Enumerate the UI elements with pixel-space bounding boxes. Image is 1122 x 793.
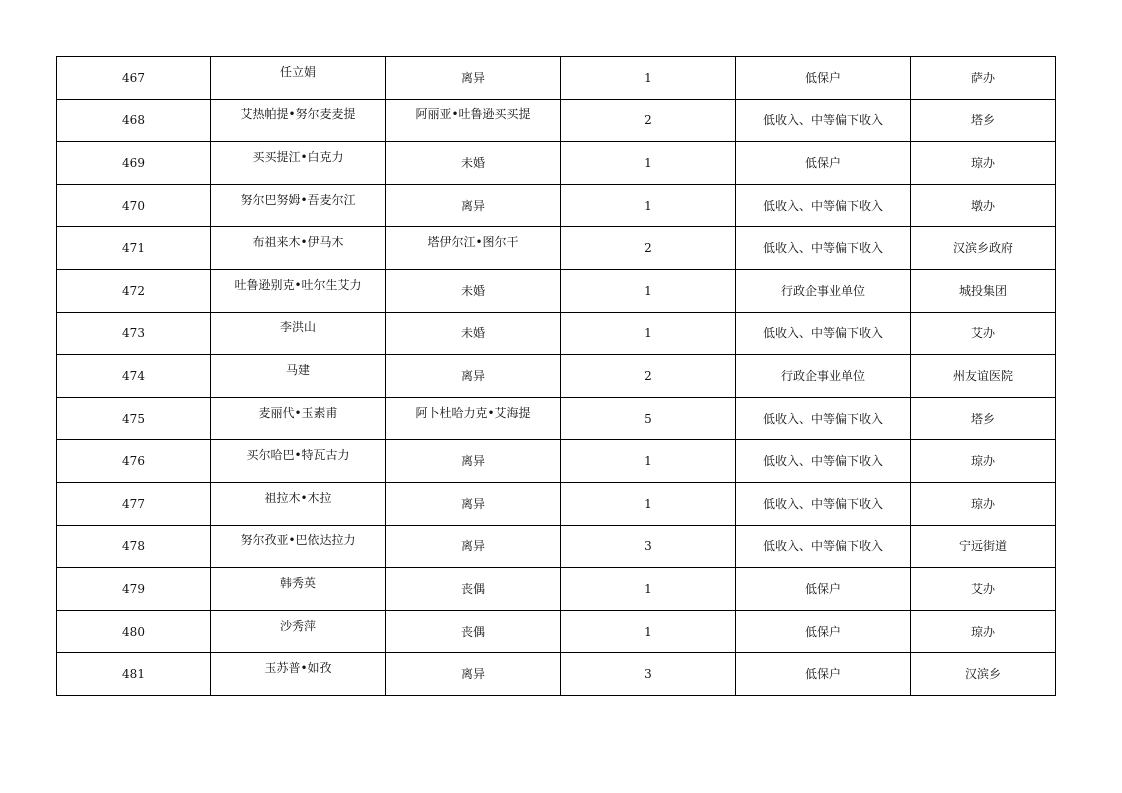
household-size-cell	[561, 440, 736, 483]
household-size: 3	[644, 539, 652, 554]
table-body	[57, 57, 1056, 696]
table-row	[57, 184, 1056, 227]
table-row	[57, 312, 1056, 355]
row-number-cell	[57, 653, 211, 696]
marital-status-cell	[386, 355, 561, 398]
work-unit-cell	[911, 653, 1056, 696]
applicant-name-cell	[211, 312, 386, 355]
table-row	[57, 269, 1056, 312]
row-number-cell	[57, 142, 211, 185]
household-size-cell	[561, 99, 736, 142]
income-category: 低保户	[804, 155, 841, 170]
applicant-name: 努尔孜亚•巴依达拉力	[240, 533, 356, 548]
marital-status-cell	[386, 397, 561, 440]
row-number: 478	[122, 539, 145, 554]
work-unit: 琼办	[970, 624, 995, 639]
marital-status-cell	[386, 184, 561, 227]
row-number: 480	[122, 624, 145, 639]
work-unit-cell	[911, 355, 1056, 398]
applicant-name: 玉苏普•如孜	[264, 661, 332, 676]
row-number: 471	[122, 241, 145, 256]
work-unit-cell	[911, 227, 1056, 270]
household-table	[56, 56, 1056, 696]
income-category-cell	[736, 355, 911, 398]
income-category: 低保户	[804, 667, 841, 682]
marital-status-cell	[386, 269, 561, 312]
work-unit-cell	[911, 440, 1056, 483]
household-size: 1	[644, 155, 652, 170]
marital-status: 离异	[460, 667, 485, 682]
applicant-name-cell	[211, 99, 386, 142]
applicant-name: 艾热帕提•努尔麦麦提	[240, 107, 356, 122]
income-category: 低收入、中等偏下收入	[762, 496, 883, 511]
income-category: 低保户	[804, 581, 841, 596]
income-category-cell	[736, 610, 911, 653]
work-unit-cell	[911, 397, 1056, 440]
work-unit-cell	[911, 525, 1056, 568]
household-size: 1	[644, 283, 652, 298]
income-category: 行政企事业单位	[780, 283, 865, 298]
income-category-cell	[736, 525, 911, 568]
marital-status: 未婚	[460, 283, 485, 298]
row-number-cell	[57, 482, 211, 525]
row-number: 479	[122, 581, 145, 596]
income-category-cell	[736, 440, 911, 483]
work-unit-cell	[911, 269, 1056, 312]
income-category-cell	[736, 312, 911, 355]
row-number: 475	[122, 411, 145, 426]
row-number: 473	[122, 326, 145, 341]
applicant-name: 布祖来木•伊马木	[252, 235, 344, 250]
table-row	[57, 653, 1056, 696]
row-number: 470	[122, 198, 145, 213]
work-unit-cell	[911, 99, 1056, 142]
income-category-cell	[736, 482, 911, 525]
marital-status: 离异	[460, 368, 485, 383]
row-number: 469	[122, 155, 145, 170]
marital-status: 未婚	[460, 326, 485, 341]
household-size-cell	[561, 142, 736, 185]
applicant-name-cell	[211, 440, 386, 483]
row-number: 468	[122, 113, 145, 128]
work-unit-cell	[911, 568, 1056, 611]
income-category: 低收入、中等偏下收入	[762, 241, 883, 256]
applicant-name-cell	[211, 397, 386, 440]
row-number-cell	[57, 99, 211, 142]
marital-status-cell	[386, 227, 561, 270]
applicant-name-cell	[211, 355, 386, 398]
household-size: 3	[644, 667, 652, 682]
work-unit: 萨办	[970, 70, 995, 85]
table-row	[57, 568, 1056, 611]
household-size: 1	[644, 70, 652, 85]
marital-status-cell	[386, 440, 561, 483]
applicant-name-cell	[211, 568, 386, 611]
applicant-name-cell	[211, 142, 386, 185]
applicant-name: 任立娟	[279, 64, 316, 79]
work-unit: 宁远街道	[958, 539, 1007, 554]
income-category: 低收入、中等偏下收入	[762, 539, 883, 554]
household-size: 1	[644, 326, 652, 341]
applicant-name-cell	[211, 482, 386, 525]
row-number: 474	[122, 368, 145, 383]
marital-status: 丧偶	[460, 624, 485, 639]
household-size: 5	[644, 411, 652, 426]
household-size: 1	[644, 624, 652, 639]
row-number-cell	[57, 269, 211, 312]
household-size-cell	[561, 482, 736, 525]
marital-status-cell	[386, 142, 561, 185]
work-unit: 汉滨乡政府	[952, 241, 1013, 256]
marital-status-cell	[386, 568, 561, 611]
marital-status: 丧偶	[460, 581, 485, 596]
income-category-cell	[736, 568, 911, 611]
income-category: 低收入、中等偏下收入	[762, 454, 883, 469]
marital-status: 塔伊尔江•图尔干	[427, 235, 519, 250]
applicant-name-cell	[211, 269, 386, 312]
marital-status-cell	[386, 57, 561, 100]
income-category: 低收入、中等偏下收入	[762, 113, 883, 128]
income-category: 低收入、中等偏下收入	[762, 326, 883, 341]
applicant-name: 马建	[285, 362, 310, 377]
income-category-cell	[736, 99, 911, 142]
income-category-cell	[736, 142, 911, 185]
work-unit: 州友谊医院	[952, 368, 1013, 383]
income-category-cell	[736, 227, 911, 270]
row-number-cell	[57, 440, 211, 483]
row-number-cell	[57, 397, 211, 440]
applicant-name-cell	[211, 525, 386, 568]
marital-status: 离异	[460, 70, 485, 85]
work-unit-cell	[911, 142, 1056, 185]
work-unit-cell	[911, 482, 1056, 525]
household-size: 1	[644, 496, 652, 511]
household-size-cell	[561, 525, 736, 568]
marital-status-cell	[386, 482, 561, 525]
household-size-cell	[561, 653, 736, 696]
marital-status: 离异	[460, 198, 485, 213]
marital-status: 阿丽亚•吐鲁逊买买提	[415, 107, 531, 122]
row-number-cell	[57, 568, 211, 611]
table-row	[57, 482, 1056, 525]
household-size: 2	[644, 368, 652, 383]
income-category: 低保户	[804, 70, 841, 85]
applicant-name: 买买提江•白克力	[252, 149, 344, 164]
household-size-cell	[561, 184, 736, 227]
work-unit: 墩办	[970, 198, 995, 213]
income-category: 低收入、中等偏下收入	[762, 411, 883, 426]
household-size: 1	[644, 198, 652, 213]
applicant-name-cell	[211, 610, 386, 653]
income-category: 低收入、中等偏下收入	[762, 198, 883, 213]
income-category-cell	[736, 184, 911, 227]
marital-status-cell	[386, 525, 561, 568]
household-size: 2	[644, 241, 652, 256]
household-size: 2	[644, 113, 652, 128]
applicant-name: 沙秀萍	[279, 618, 316, 633]
household-size: 1	[644, 454, 652, 469]
row-number-cell	[57, 184, 211, 227]
income-category: 行政企事业单位	[780, 368, 865, 383]
row-number: 472	[122, 283, 145, 298]
work-unit-cell	[911, 57, 1056, 100]
applicant-name: 祖拉木•木拉	[264, 490, 332, 505]
table-row	[57, 227, 1056, 270]
row-number-cell	[57, 610, 211, 653]
income-category-cell	[736, 397, 911, 440]
table-row	[57, 99, 1056, 142]
work-unit: 城投集团	[958, 283, 1007, 298]
table-row	[57, 142, 1056, 185]
work-unit: 艾办	[970, 581, 995, 596]
work-unit: 塔乡	[970, 411, 995, 426]
household-size-cell	[561, 397, 736, 440]
income-category-cell	[736, 57, 911, 100]
applicant-name-cell	[211, 227, 386, 270]
work-unit: 塔乡	[970, 113, 995, 128]
table-row	[57, 610, 1056, 653]
income-category-cell	[736, 653, 911, 696]
work-unit-cell	[911, 312, 1056, 355]
household-size-cell	[561, 312, 736, 355]
household-size-cell	[561, 227, 736, 270]
household-size: 1	[644, 581, 652, 596]
row-number-cell	[57, 312, 211, 355]
applicant-name: 韩秀英	[279, 575, 316, 590]
work-unit-cell	[911, 610, 1056, 653]
work-unit-cell	[911, 184, 1056, 227]
household-size-cell	[561, 57, 736, 100]
row-number: 477	[122, 496, 145, 511]
work-unit: 琼办	[970, 496, 995, 511]
row-number: 476	[122, 454, 145, 469]
table-row	[57, 440, 1056, 483]
row-number: 467	[122, 70, 145, 85]
table-row	[57, 57, 1056, 100]
row-number-cell	[57, 355, 211, 398]
applicant-name-cell	[211, 653, 386, 696]
marital-status-cell	[386, 312, 561, 355]
household-size-cell	[561, 355, 736, 398]
income-category-cell	[736, 269, 911, 312]
work-unit: 琼办	[970, 454, 995, 469]
applicant-name-cell	[211, 57, 386, 100]
applicant-name: 买尔哈巴•特瓦古力	[246, 448, 350, 463]
work-unit: 汉滨乡	[964, 667, 1001, 682]
marital-status: 阿卜杜哈力克•艾海提	[415, 405, 531, 420]
applicant-name: 吐鲁逊别克•吐尔生艾力	[234, 277, 362, 292]
row-number-cell	[57, 57, 211, 100]
row-number-cell	[57, 227, 211, 270]
marital-status: 未婚	[460, 155, 485, 170]
applicant-name: 麦丽代•玉素甫	[258, 405, 338, 420]
marital-status-cell	[386, 653, 561, 696]
table-row	[57, 355, 1056, 398]
row-number-cell	[57, 525, 211, 568]
income-category: 低保户	[804, 624, 841, 639]
marital-status-cell	[386, 99, 561, 142]
table-row	[57, 397, 1056, 440]
table-row	[57, 525, 1056, 568]
marital-status: 离异	[460, 454, 485, 469]
row-number: 481	[122, 667, 145, 682]
household-size-cell	[561, 568, 736, 611]
marital-status: 离异	[460, 496, 485, 511]
household-size-cell	[561, 610, 736, 653]
applicant-name-cell	[211, 184, 386, 227]
work-unit: 琼办	[970, 155, 995, 170]
work-unit: 艾办	[970, 326, 995, 341]
applicant-name: 努尔巴努姆•吾麦尔江	[240, 192, 356, 207]
marital-status: 离异	[460, 539, 485, 554]
applicant-name: 李洪山	[279, 320, 316, 335]
household-size-cell	[561, 269, 736, 312]
marital-status-cell	[386, 610, 561, 653]
